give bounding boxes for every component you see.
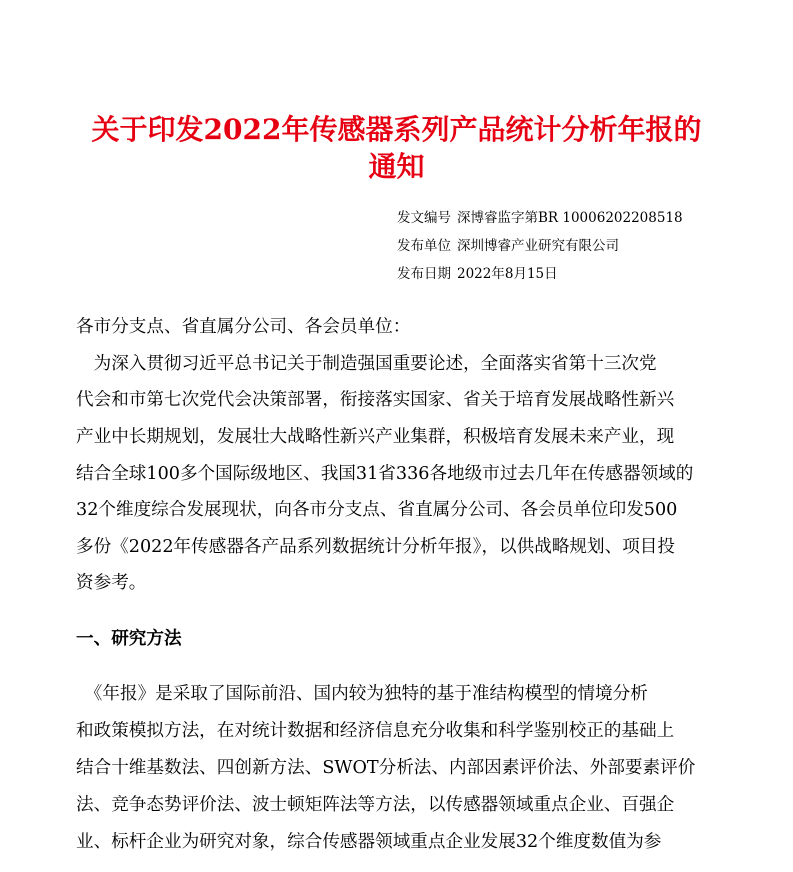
paragraph-line: 代会和市第七次党代会决策部署，衔接落实国家、省关于培育发展战略性新兴: [76, 390, 675, 410]
paragraph-line: 资参考。: [76, 573, 147, 593]
doc-number-label: 发文编号: [397, 210, 451, 226]
paragraph-line: 法、竞争态势评价法、波士顿矩阵法等方法，以传感器领域重点企业、百强企: [76, 795, 675, 815]
paragraph-line: 产业中长期规划，发展壮大战略性新兴产业集群，积极培育发展未来产业，现: [76, 427, 675, 447]
issue-date-row: [397, 264, 777, 284]
issue-date-value: 2022年8月15日: [457, 266, 558, 282]
document-title-line-2: 通知: [368, 150, 425, 183]
issue-date-label: 发布日期: [397, 266, 451, 282]
doc-number-value: 深博睿监字第BR 10006202208518: [457, 210, 683, 226]
paragraph-line: 《年报》是采取了国际前沿、国内较为独特的基于准结构模型的情境分析: [76, 684, 648, 704]
doc-number-row: [397, 208, 777, 228]
paragraph-line: 32个维度综合发展现状，向各市分支点、省直属分公司、各会员单位印发500: [76, 500, 678, 520]
issuer-label: 发布单位: [397, 238, 451, 254]
paragraph-line: 多份《2022年传感器各产品系列数据统计分析年报》，以供战略规划、项目投: [76, 537, 675, 557]
paragraph-line: 结合全球100多个国际级地区、我国31省336各地级市过去几年在传感器领域的: [76, 464, 694, 484]
issuer-row: [397, 236, 777, 256]
paragraph-line: 结合十维基数法、四创新方法、SWOT分析法、内部因素评价法、外部要素评价: [76, 758, 696, 778]
paragraph-line: 业、标杆企业为研究对象，综合传感器领域重点企业发展32个维度数值为参: [76, 832, 662, 852]
section-heading: 一、研究方法: [76, 629, 182, 649]
document-title-line-1: 关于印发2022年传感器系列产品统计分析年报的: [91, 113, 702, 146]
salutation: 各市分支点、省直属分公司、各会员单位：: [76, 317, 411, 337]
issuer-value: 深圳博睿产业研究有限公司: [457, 238, 619, 254]
paragraph-line: 为深入贯彻习近平总书记关于制造强国重要论述，全面落实省第十三次党: [76, 354, 657, 374]
paragraph-line: 和政策模拟方法，在对统计数据和经济信息充分收集和科学鉴别校正的基础上: [76, 721, 675, 741]
